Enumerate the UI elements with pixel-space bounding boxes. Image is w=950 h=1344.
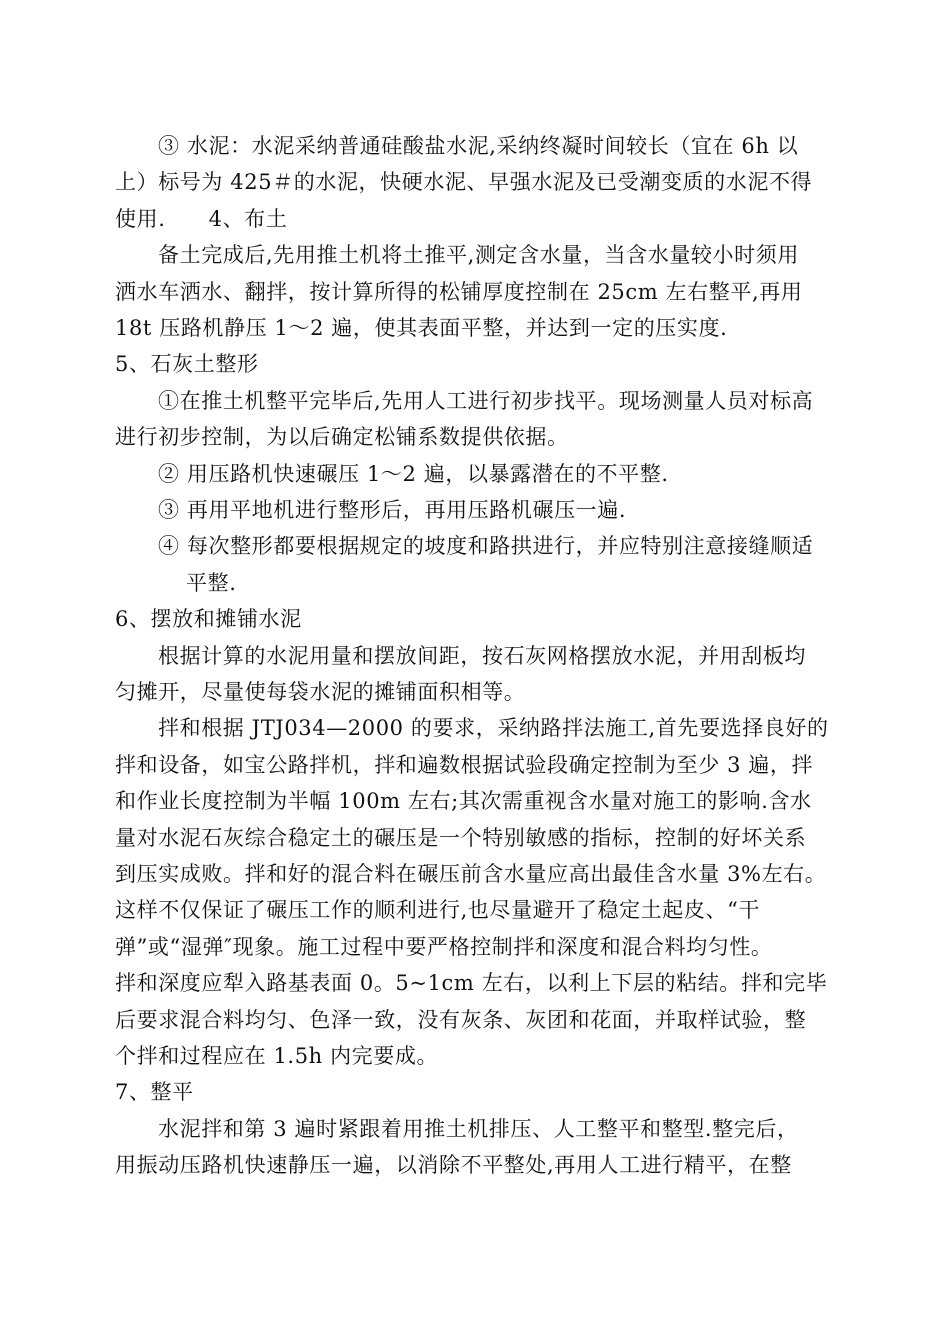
text-line: 弹”或“湿弹″现象。施工过程中要严格控制拌和深度和混合料均匀性。 xyxy=(115,934,773,959)
text-line: 进行初步控制，为以后确定松铺系数提供依据。 xyxy=(115,425,569,450)
text-line: 这样不仅保证了碾压工作的顺利进行,也尽量避开了稳定土起皮、“干 xyxy=(115,898,761,923)
text-line: 7、整平 xyxy=(115,1080,194,1105)
text-line: ② 用压路机快速碾压 1～2 遍，以暴露潜在的不平整. xyxy=(158,461,669,486)
text-line: 使用. 4、布土 xyxy=(115,206,288,231)
text-line: 拌和根据 JTJ034—2000 的要求，采纳路拌法施工,首先要选择良好的 xyxy=(158,716,829,741)
text-line: 18t 压路机静压 1～2 遍，使其表面平整，并达到一定的压实度. xyxy=(115,316,728,340)
text-line: ①在推土机整平完毕后,先用人工进行初步找平。现场测量人员对标高 xyxy=(158,388,814,413)
text-line: 6、摆放和摊铺水泥 xyxy=(115,607,302,632)
text-line: 水泥拌和第 3 遍时紧跟着用推土机排压、人工整平和整型.整完后， xyxy=(158,1116,799,1141)
text-line: 量对水泥石灰综合稳定土的碾压是一个特别敏感的指标，控制的好坏关系 xyxy=(115,825,807,850)
text-line: 拌和设备，如宝公路拌机，拌和遍数根据试验段确定控制为至少 3 遍，拌 xyxy=(115,752,814,777)
text-line: 匀摊开，尽量使每袋水泥的摊铺面积相等。 xyxy=(115,680,526,704)
text-line: 后要求混合料均匀、色泽一致，没有灰条、灰团和花面，并取样试验，整 xyxy=(115,1007,807,1032)
text-line: 上）标号为 425＃的水泥，快硬水泥、早强水泥及已受潮变质的水泥不得 xyxy=(115,170,813,195)
text-line: 根据计算的水泥用量和摆放间距，按石灰网格摆放水泥，并用刮板均 xyxy=(158,643,806,668)
text-line: 洒水车洒水、翻拌，按计算所得的松铺厚度控制在 25cm 左右整平,再用 xyxy=(115,279,803,304)
text-line: 备土完成后,先用推土机将土推平,测定含水量，当含水量较小时须用 xyxy=(158,243,799,268)
text-line: 5、石灰土整形 xyxy=(115,352,259,377)
text-line: 个拌和过程应在 1.5h 内完要成。 xyxy=(115,1044,439,1068)
text-line: 和作业长度控制为半幅 100m 左右;其次需重视含水量对施工的影响.含水 xyxy=(115,789,812,814)
text-line: 用振动压路机快速静压一遍，以消除不平整处,再用人工进行精平，在整 xyxy=(115,1153,792,1178)
text-line: ③ 再用平地机进行整形后，再用压路机碾压一遍. xyxy=(158,498,627,522)
text-line: ④ 每次整形都要根据规定的坡度和路拱进行，并应特别注意接缝顺适 xyxy=(158,534,814,559)
text-line: ③ 水泥：水泥采纳普通硅酸盐水泥,采纳终凝时间较长（宜在 6h 以 xyxy=(158,134,799,158)
text-line: 平整. xyxy=(186,570,237,595)
text-line: 到压实成败。拌和好的混合料在碾压前含水量应高出最佳含水量 3%左右。 xyxy=(115,862,827,886)
text-line: 拌和深度应犁入路基表面 0。5~1cm 左右，以利上下层的粘结。拌和完毕 xyxy=(115,971,828,996)
